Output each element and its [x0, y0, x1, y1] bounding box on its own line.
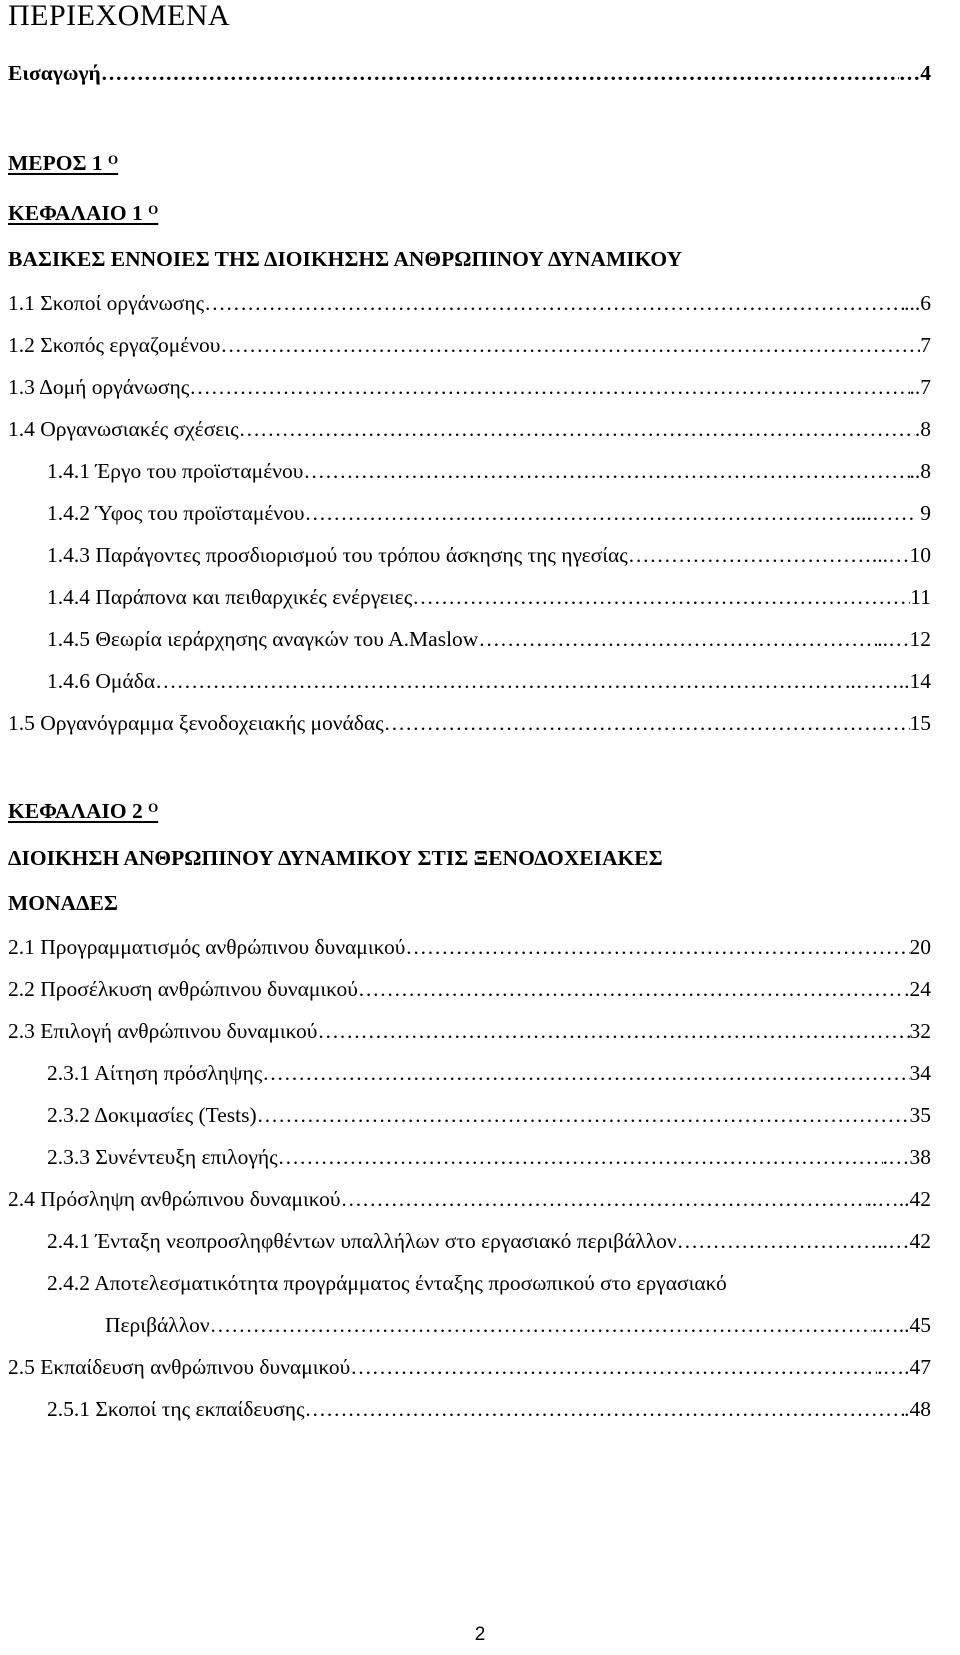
toc-label: 2.3.3 Συνέντευξη επιλογής: [47, 1145, 278, 1169]
toc-page: ..…12: [877, 627, 931, 651]
toc-leader: [239, 416, 915, 442]
part-label: ΜΕΡΟΣ 1: [8, 151, 103, 175]
chapter-1-heading: ΒΑΣΙΚΕΣ ΕΝΝΟΙΕΣ ΤΗΣ ΔΙΟΙΚΗΣΗΣ ΑΝΘΡΩΠΙΝΟΥ ΔΥΝΑΜΙΚΟΥ: [8, 247, 683, 271]
toc-label: 2.2 Προσέλκυση ανθρώπινου δυναμικού: [8, 977, 358, 1001]
toc-label: 1.4.2 Ύφος του προϊσταμένου: [47, 501, 305, 525]
toc-entry-2-2[interactable]: [8, 976, 931, 1002]
toc-page: 20: [909, 935, 931, 959]
toc-label: 1.4.3 Παράγοντες προσδιορισμού του τρόπου άσκησης της ηγεσίας: [47, 543, 628, 567]
chapter-2-label: [8, 798, 158, 824]
toc-entry-1-4-1[interactable]: [47, 458, 931, 484]
toc-page: .8: [914, 417, 931, 441]
toc-entry-1-4-2[interactable]: [47, 500, 931, 526]
toc-label: 2.1 Προγραμματισμός ανθρώπινου δυναμικού: [8, 935, 406, 959]
toc-page: .24: [904, 977, 931, 1001]
toc-label: 2.3.1 Αίτηση πρόσληψης: [47, 1061, 263, 1085]
toc-label: 1.4.6 Ομάδα: [47, 669, 156, 693]
toc-leader: [204, 290, 904, 316]
toc-leader: [210, 1312, 872, 1338]
toc-label: 1.4.4 Παράπονα και πειθαρχικές ενέργειες: [47, 585, 413, 609]
toc-leader: [303, 458, 909, 484]
toc-page: ...…… 9: [855, 501, 931, 525]
toc-leader: [350, 1354, 877, 1380]
toc-leader: [101, 60, 899, 86]
toc-page: 35: [909, 1103, 931, 1127]
toc-page: .….47: [877, 1355, 931, 1379]
toc-entry-1-5[interactable]: [8, 710, 931, 736]
toc-label: Περιβάλλον: [105, 1313, 210, 1337]
toc-entry-2-3-3[interactable]: [47, 1144, 931, 1170]
toc-page: 34: [909, 1061, 931, 1085]
toc-page: ..…..42: [866, 1187, 931, 1211]
toc-entry-2-1[interactable]: [8, 934, 931, 960]
toc-entry-1-3[interactable]: [8, 374, 931, 400]
toc-label: 2.4.1 Ένταξη νεοπροσληφθέντων υπαλλήλων στο εργασιακό περιβάλλον: [47, 1229, 677, 1253]
toc-entry-1-2[interactable]: [8, 332, 931, 358]
toc-entry-2-5-1[interactable]: [47, 1396, 931, 1422]
toc-entry-1-4-6[interactable]: [47, 668, 931, 694]
toc-label: 1.4 Οργανωσιακές σχέσεις: [8, 417, 239, 441]
toc-leader: [305, 500, 856, 526]
page-number: 2: [474, 1624, 486, 1645]
toc-label: 1.2 Σκοπός εργαζομένου: [8, 333, 221, 357]
part-heading: [8, 150, 118, 176]
toc-page: ...…10: [871, 543, 931, 567]
toc-leader: [358, 976, 904, 1002]
chapter-2-heading-line1: ΔΙΟΙΚΗΣΗ ΑΝΘΡΩΠΙΝΟΥ ΔΥΝΑΜΙΚΟΥ ΣΤΙΣ ΞΕΝΟΔΟΧΕΙΑΚΕΣ: [8, 846, 663, 870]
toc-page: ..8: [909, 459, 931, 483]
toc-page: 11: [910, 585, 931, 609]
page-title: ΠΕΡΙΕΧΟΜΕΝΑ: [8, 0, 231, 32]
toc-page: 15: [909, 711, 931, 735]
toc-leader: [262, 1060, 909, 1086]
chapter-label: ΚΕΦΑΛΑΙΟ 1: [8, 201, 143, 225]
toc-leader: [189, 374, 909, 400]
toc-entry-1-4-5[interactable]: [47, 626, 931, 652]
chapter-sup: Ο: [148, 800, 159, 815]
toc-entry-2-4-2[interactable]: [105, 1312, 931, 1338]
toc-page: ..7: [909, 375, 931, 399]
toc-entry-2-3-1[interactable]: [47, 1060, 931, 1086]
toc-label: 2.3 Επιλογή ανθρώπινου δυναμικού: [8, 1019, 318, 1043]
toc-label: Εισαγωγή: [8, 61, 101, 85]
toc-leader: [317, 1018, 909, 1044]
toc-label: 2.5 Εκπαίδευση ανθρώπινου δυναμικού: [8, 1355, 351, 1379]
toc-page: 32: [909, 1019, 931, 1043]
toc-leader: [341, 1186, 867, 1212]
toc-page: ...6: [904, 291, 931, 315]
part-sup: Ο: [108, 152, 119, 167]
toc-leader: [304, 1396, 904, 1422]
toc-entry-2-4-1[interactable]: [47, 1228, 931, 1254]
toc-page: .…..45: [871, 1313, 931, 1337]
toc-label: 2.4 Πρόσληψη ανθρώπινου δυναμικού: [8, 1187, 341, 1211]
toc-entry-2-3-2[interactable]: [47, 1102, 931, 1128]
toc-label: 2.3.2 Δοκιμασίες (Tests): [47, 1103, 257, 1127]
toc-leader: [384, 710, 910, 736]
toc-leader: [628, 542, 872, 568]
toc-leader: [412, 584, 910, 610]
toc-page: …4: [898, 61, 931, 85]
toc-label: 1.3 Δομή οργάνωσης: [8, 375, 190, 399]
toc-label: 1.5 Οργανόγραμμα ξενοδοχειακής μονάδας: [8, 711, 384, 735]
toc-entry-1-1[interactable]: [8, 290, 931, 316]
toc-label: 2.5.1 Σκοποί της εκπαίδευσης: [47, 1397, 305, 1421]
chapter-label: ΚΕΦΑΛΑΙΟ 2: [8, 799, 143, 823]
toc-page: 7: [920, 333, 931, 357]
toc-entry-1-4-4[interactable]: [47, 584, 931, 610]
toc-label: 1.4.5 Θεωρία ιεράρχησης αναγκών του Α.Maslow: [47, 627, 479, 651]
toc-entry-2-3[interactable]: [8, 1018, 931, 1044]
toc-page: ..……..14: [845, 669, 931, 693]
toc-entry-intro[interactable]: [8, 60, 931, 86]
toc-leader: [478, 626, 877, 652]
toc-entry-2-4[interactable]: [8, 1186, 931, 1212]
chapter-2-heading-line2: ΜΟΝΑΔΕΣ: [8, 891, 118, 915]
toc-leader: [257, 1102, 910, 1128]
toc-entry-1-4-3[interactable]: [47, 542, 931, 568]
toc-leader: [220, 332, 920, 358]
toc-entry-2-4-2-line1[interactable]: 2.4.2 Αποτελεσματικότητα προγράμματος ένταξης προσωπικού στο εργασιακό: [47, 1271, 727, 1295]
toc-leader: [405, 934, 909, 960]
toc-leader: [155, 668, 845, 694]
toc-label: 1.1 Σκοποί οργάνωσης: [8, 291, 205, 315]
chapter-1-label: [8, 200, 158, 226]
toc-entry-1-4[interactable]: [8, 416, 931, 442]
toc-page: .…38: [882, 1145, 931, 1169]
toc-entry-2-5[interactable]: [8, 1354, 931, 1380]
toc-page: ..…42: [877, 1229, 931, 1253]
toc-leader: [677, 1228, 878, 1254]
toc-leader: [278, 1144, 883, 1170]
toc-page: .48: [904, 1397, 931, 1421]
chapter-sup: Ο: [148, 202, 159, 217]
toc-label: 1.4.1 Έργο του προϊσταμένου: [47, 459, 304, 483]
